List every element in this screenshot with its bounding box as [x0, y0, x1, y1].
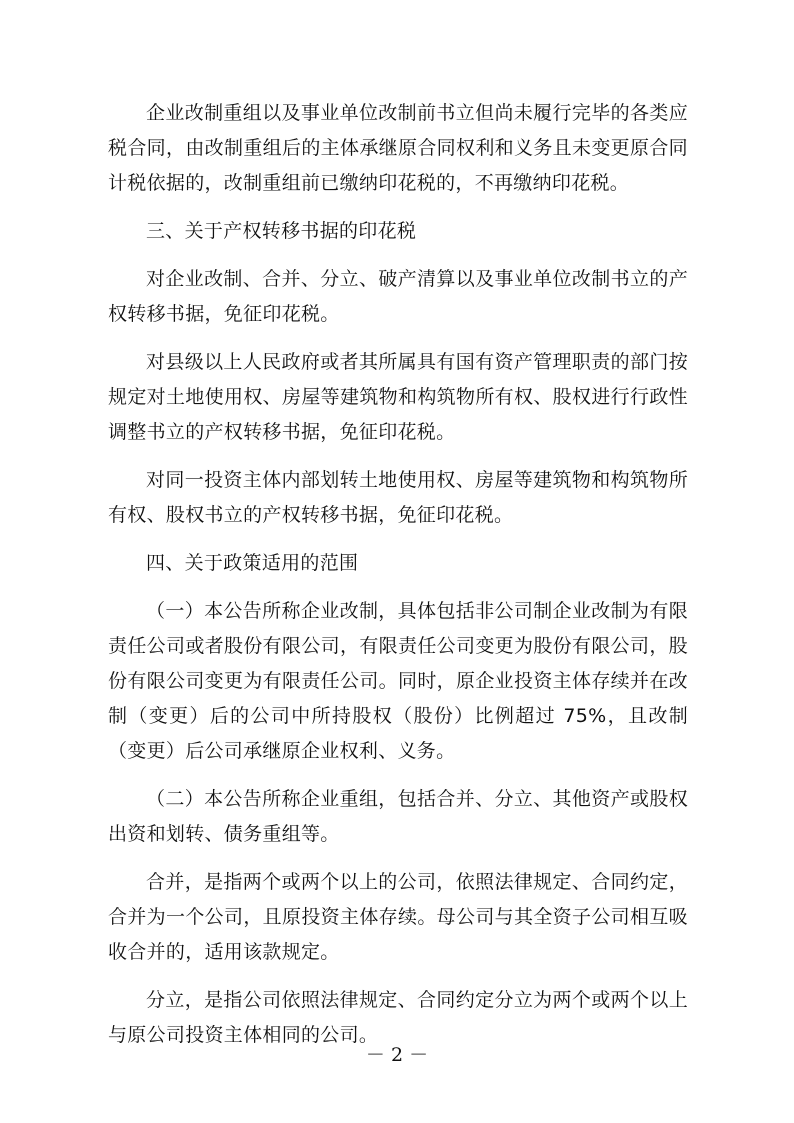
section-heading: 三、关于产权转移书据的印花税 [146, 220, 417, 242]
paragraph: 分立，是指公司依照法律规定、合同约定分立为两个或两个以上与原公司投资主体相同的公司。 [108, 989, 688, 1046]
paragraph: （一）本公告所称企业改制，具体包括非公司制企业改制为有限责任公司或者股份有限公司，有限责任公司变更为股份有限公司，股份有限公司变更为有限责任公司。同时，原企业投资主体存续并在改制（变更）后的公司中所持股权（股份）比例超过 75%，且改制（变更）后公司承继原企业权利、义务。 [108, 600, 688, 762]
paragraph: 对企业改制、合并、分立、破产清算以及事业单位改制书立的产权转移书据，免征印花税。 [108, 268, 688, 325]
paragraph: 对县级以上人民政府或者其所属具有国有资产管理职责的部门按规定对土地使用权、房屋等建筑物和构筑物所有权、股权进行行政性调整书立的产权转移书据，免征印花税。 [108, 351, 688, 443]
paragraph: 对同一投资主体内部划转土地使用权、房屋等建筑物和构筑物所有权、股权书立的产权转移书据，免征印花税。 [108, 469, 688, 526]
paragraph: （二）本公告所称企业重组，包括合并、分立、其他资产或股权出资和划转、债务重组等。 [108, 788, 688, 845]
page-number: － 2 － [365, 1044, 429, 1066]
section-heading: 四、关于政策适用的范围 [146, 552, 359, 574]
paragraph: 合并，是指两个或两个以上的公司，依照法律规定、合同约定，合并为一个公司，且原投资主体存续。母公司与其全资子公司相互吸收合并的，适用该款规定。 [108, 871, 688, 963]
document-body [108, 96, 688, 1066]
paragraph: 企业改制重组以及事业单位改制前书立但尚未履行完毕的各类应税合同，由改制重组后的主体承继原合同权利和义务且未变更原合同计税依据的，改制重组前已缴纳印花税的，不再缴纳印花税。 [108, 102, 688, 194]
